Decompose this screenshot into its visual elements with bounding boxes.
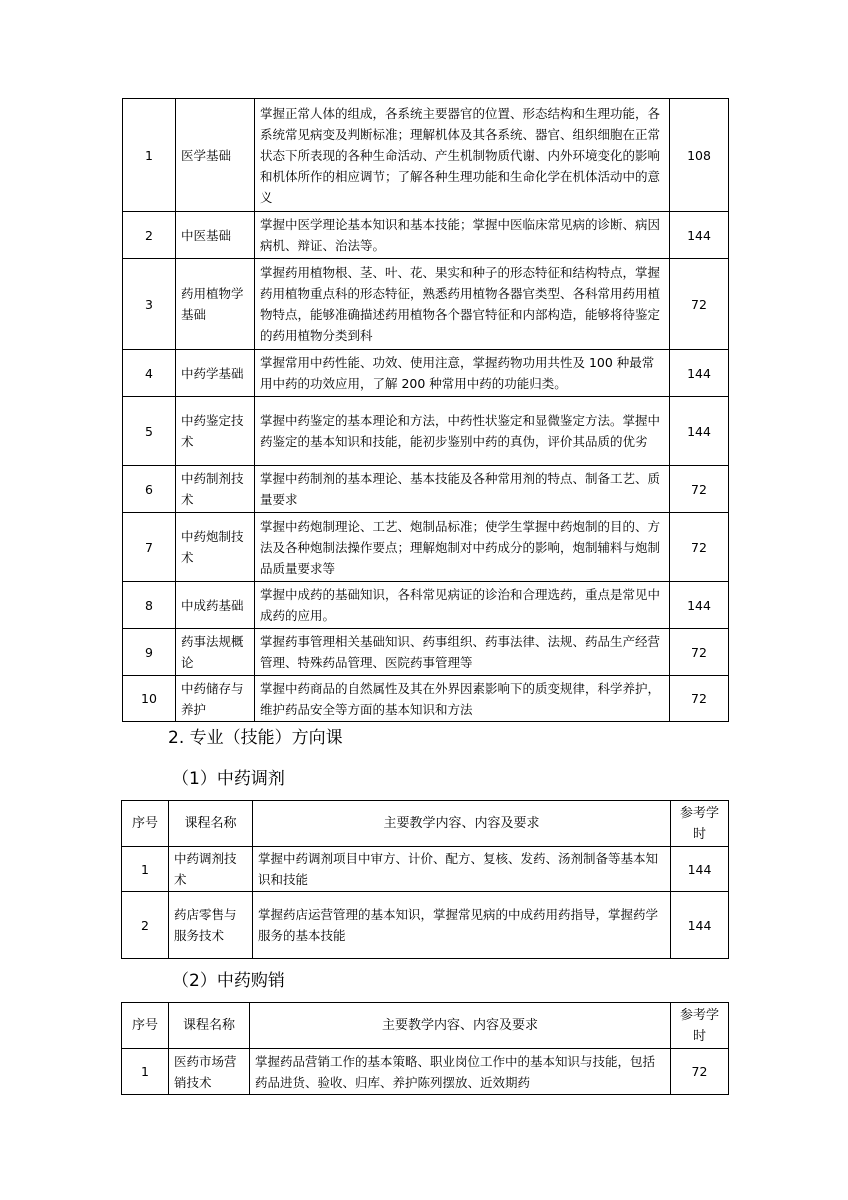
course-name: 药事法规概论	[176, 629, 255, 676]
row-number: 2	[123, 212, 176, 259]
table-row	[123, 397, 729, 466]
table-row	[123, 99, 729, 212]
course-description: 掌握中医学理论基本知识和基本技能；掌握中医临床常见病的诊断、病因病机、辩证、治法等。	[255, 212, 670, 259]
row-number: 7	[123, 513, 176, 582]
course-name: 中药调剂技术	[169, 847, 253, 892]
table-row	[123, 259, 729, 350]
course-description: 掌握正常人体的组成，各系统主要器官的位置、形态结构和生理功能，各系统常见病变及判断标准；理解机体及其各系统、器官、组织细胞在正常状态下所表现的各种生命活动、产生机制物质代谢、内外环境变化的影响和机体所作的相应调节；了解各种生理功能和生命化学在机体活动中的意义	[255, 99, 670, 212]
row-number: 3	[123, 259, 176, 350]
header-name: 课程名称	[169, 801, 253, 847]
course-description: 掌握中药制剂的基本理论、基本技能及各种常用剂的特点、制备工艺、质量要求	[255, 466, 670, 513]
table-row	[123, 513, 729, 582]
course-name: 中药鉴定技术	[176, 397, 255, 466]
course-description: 掌握中成药的基础知识，各科常见病证的诊治和合理选药，重点是常见中成药的应用。	[255, 582, 670, 629]
header-no: 序号	[122, 801, 169, 847]
row-number: 1	[123, 99, 176, 212]
table-row	[122, 892, 729, 959]
row-number: 1	[122, 847, 169, 892]
course-hours: 144	[670, 582, 729, 629]
row-number: 2	[122, 892, 169, 959]
course-hours: 144	[670, 350, 729, 397]
table-row	[123, 676, 729, 722]
row-number: 5	[123, 397, 176, 466]
header-no: 序号	[122, 1003, 169, 1049]
course-description: 掌握常用中药性能、功效、使用注意，掌握药物功用共性及 100 种最常用中药的功效应用，了解 200 种常用中药的功能归类。	[255, 350, 670, 397]
course-name: 中药储存与养护	[176, 676, 255, 722]
course-hours: 72	[670, 629, 729, 676]
table-row	[123, 350, 729, 397]
course-name: 药店零售与服务技术	[169, 892, 253, 959]
row-number: 10	[123, 676, 176, 722]
course-description: 掌握中药鉴定的基本理论和方法，中药性状鉴定和显微鉴定方法。掌握中药鉴定的基本知识和技能，能初步鉴别中药的真伪，评价其品质的优劣	[255, 397, 670, 466]
course-hours: 72	[671, 1049, 729, 1095]
row-number: 6	[123, 466, 176, 513]
course-description: 掌握中药调剂项目中审方、计价、配方、复核、发药、汤剂制备等基本知识和技能	[253, 847, 671, 892]
subsection-heading: （2）中药购销	[172, 971, 285, 991]
course-description: 掌握药店运营管理的基本知识，掌握常见病的中成药用药指导，掌握药学服务的基本技能	[253, 892, 671, 959]
course-name: 中成药基础	[176, 582, 255, 629]
course-hours: 72	[670, 259, 729, 350]
row-number: 8	[123, 582, 176, 629]
course-hours: 108	[670, 99, 729, 212]
header-name: 课程名称	[169, 1003, 250, 1049]
course-table-sales	[121, 1002, 729, 1095]
header-hours: 参考学时	[671, 801, 729, 847]
course-hours: 144	[671, 847, 729, 892]
course-hours: 72	[670, 676, 729, 722]
table-row	[122, 1049, 729, 1095]
course-hours: 72	[670, 513, 729, 582]
row-number: 4	[123, 350, 176, 397]
course-name: 中医基础	[176, 212, 255, 259]
course-name: 中药炮制技术	[176, 513, 255, 582]
course-description: 掌握中药炮制理论、工艺、炮制品标准；使学生掌握中药炮制的目的、方法及各种炮制法操作要点；理解炮制对中药成分的影响，炮制辅料与炮制品质量要求等	[255, 513, 670, 582]
row-number: 1	[122, 1049, 169, 1095]
header-desc: 主要教学内容、内容及要求	[253, 801, 671, 847]
course-table-dispensing	[121, 800, 729, 959]
header-desc: 主要教学内容、内容及要求	[250, 1003, 671, 1049]
header-hours: 参考学时	[671, 1003, 729, 1049]
course-description: 掌握药用植物根、茎、叶、花、果实和种子的形态特征和结构特点，掌握药用植物重点科的形态特征，熟悉药用植物各器官类型、各科常用药用植物特点，能够准确描述药用植物各个器官特征和内部构造，能够将待鉴定的药用植物分类到科	[255, 259, 670, 350]
row-number: 9	[123, 629, 176, 676]
course-name: 医药市场营销技术	[169, 1049, 250, 1095]
course-name: 药用植物学基础	[176, 259, 255, 350]
course-table-core	[122, 98, 729, 722]
course-hours: 144	[670, 212, 729, 259]
course-name: 医学基础	[176, 99, 255, 212]
course-description: 掌握中药商品的自然属性及其在外界因素影响下的质变规律，科学养护，维护药品安全等方面的基本知识和方法	[255, 676, 670, 722]
course-hours: 144	[671, 892, 729, 959]
table-row	[123, 629, 729, 676]
table-row	[123, 466, 729, 513]
course-name: 中药学基础	[176, 350, 255, 397]
course-description: 掌握药事管理相关基础知识、药事组织、药事法律、法规、药品生产经营管理、特殊药品管理、医院药事管理等	[255, 629, 670, 676]
course-description: 掌握药品营销工作的基本策略、职业岗位工作中的基本知识与技能，包括药品进货、验收、归库、养护陈列摆放、近效期药	[250, 1049, 671, 1095]
course-hours: 144	[670, 397, 729, 466]
table-header-row	[122, 801, 729, 847]
course-hours: 72	[670, 466, 729, 513]
table-row	[123, 212, 729, 259]
table-row	[123, 582, 729, 629]
subsection-heading: （1）中药调剂	[172, 769, 285, 789]
table-row	[122, 847, 729, 892]
course-name: 中药制剂技术	[176, 466, 255, 513]
section-heading: 2. 专业（技能）方向课	[168, 728, 343, 748]
table-header-row	[122, 1003, 729, 1049]
